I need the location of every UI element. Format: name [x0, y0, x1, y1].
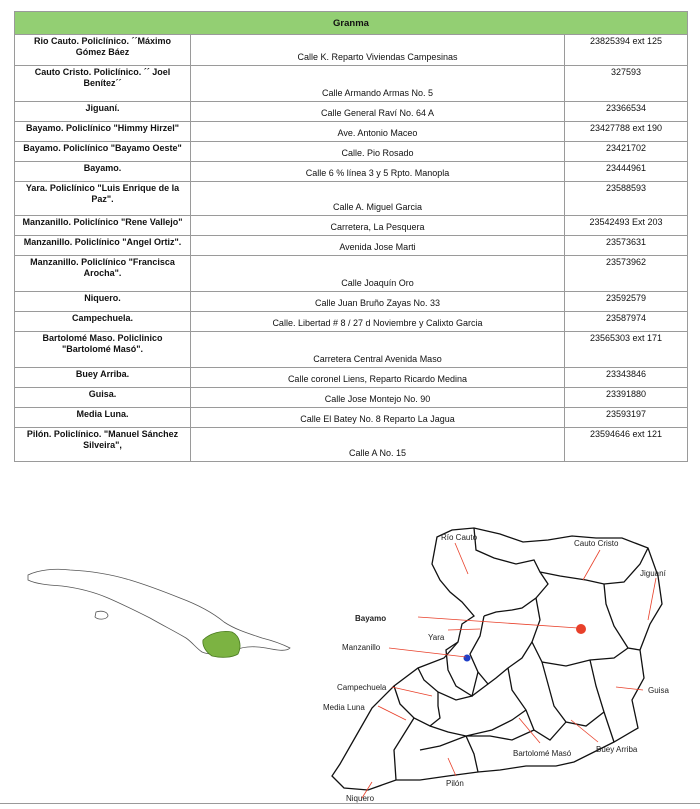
- address-cell: Calle Jose Montejo No. 90: [191, 388, 565, 408]
- leader-jiguani: [648, 578, 656, 620]
- address-cell: Calle. Libertad # 8 / 27 d Noviembre y Calixto Garcia: [191, 312, 565, 332]
- leader-campechuela: [392, 687, 432, 696]
- leader-buey-arriba: [571, 720, 598, 742]
- municipality-cell: Manzanillo. Policlínico "Rene Vallejo": [15, 216, 191, 236]
- municipality-cell: Yara. Policlínico "Luis Enrique de la Paz".: [15, 182, 191, 216]
- label-rio-cauto: Río Cauto: [441, 533, 478, 542]
- leader-manzanillo: [389, 648, 466, 657]
- table-row: [15, 66, 688, 102]
- phone-cell: 23593197: [565, 408, 688, 428]
- cuba-overview-map: [28, 569, 290, 657]
- leader-rio-cauto: [455, 543, 468, 574]
- municipality-cell: Campechuela.: [15, 312, 191, 332]
- label-bartolome-maso: Bartolomé Masó: [513, 749, 572, 758]
- address-cell: Calle A. Miguel Garcia: [191, 182, 565, 216]
- address-cell: Carretera Central Avenida Maso: [191, 332, 565, 368]
- municipality-cell: Bayamo. Policlínico "Himmy Hirzel": [15, 122, 191, 142]
- table-row: [15, 35, 688, 66]
- cuba-island-outline: [28, 569, 290, 654]
- border-buey-arriba: [542, 662, 604, 726]
- phone-cell: 23542493 Ext 203: [565, 216, 688, 236]
- phone-cell: 23391880: [565, 388, 688, 408]
- table-row: [15, 236, 688, 256]
- leader-bartolome-maso: [519, 718, 540, 743]
- phone-cell: 23587974: [565, 312, 688, 332]
- address-cell: Carretera, La Pesquera: [191, 216, 565, 236]
- municipality-cell: Rio Cauto. Policlínico. ´´Máximo Gómez Báez: [15, 35, 191, 66]
- municipality-cell: Pilón. Policlínico. "Manuel Sánchez Silveira",: [15, 428, 191, 462]
- border-bartolome-maso: [508, 668, 566, 740]
- table-row: [15, 408, 688, 428]
- municipality-cell: Bayamo.: [15, 162, 191, 182]
- address-cell: Calle 6 % línea 3 y 5 Rpto. Manopla: [191, 162, 565, 182]
- municipality-cell: Manzanillo. Policlínico "Francisca Arocha".: [15, 256, 191, 292]
- label-yara: Yara: [428, 633, 445, 642]
- table-body: [15, 12, 688, 462]
- border-media-luna: [394, 686, 440, 726]
- border-jiguani: [604, 584, 640, 650]
- municipality-cell: Manzanillo. Policlínico "Angel Ortiz".: [15, 236, 191, 256]
- table-row: [15, 292, 688, 312]
- isla-juventud: [95, 611, 108, 619]
- municipality-cell: Buey Arriba.: [15, 368, 191, 388]
- phone-cell: 23427788 ext 190: [565, 122, 688, 142]
- address-cell: Calle A No. 15: [191, 428, 565, 462]
- maps-figure: [0, 500, 700, 803]
- phone-cell: 327593: [565, 66, 688, 102]
- table-row: [15, 428, 688, 462]
- border-pilon: [420, 710, 534, 772]
- table-row: [15, 368, 688, 388]
- label-bayamo: Bayamo: [355, 614, 387, 623]
- municipality-directory-table: [14, 11, 688, 462]
- label-manzanillo: Manzanillo: [342, 643, 381, 652]
- municipality-cell: Media Luna.: [15, 408, 191, 428]
- label-pilon: Pilón: [446, 779, 464, 788]
- municipality-cell: Niquero.: [15, 292, 191, 312]
- border-yara: [470, 616, 532, 684]
- table-header-row: [15, 12, 688, 35]
- table-row: [15, 142, 688, 162]
- municipality-cell: Bayamo. Policlínico "Bayamo Oeste": [15, 142, 191, 162]
- address-cell: Calle General Raví No. 64 A: [191, 102, 565, 122]
- address-cell: Calle Juan Bruño Zayas No. 33: [191, 292, 565, 312]
- address-cell: Avenida Jose Marti: [191, 236, 565, 256]
- leader-bayamo: [418, 617, 578, 628]
- phone-cell: 23592579: [565, 292, 688, 312]
- address-cell: Calle coronel Liens, Reparto Ricardo Medina: [191, 368, 565, 388]
- phone-cell: 23588593: [565, 182, 688, 216]
- municipality-cell: Cauto Cristo. Policlínico. ´´ Joel Benítez´´: [15, 66, 191, 102]
- phone-cell: 23444961: [565, 162, 688, 182]
- table-row: [15, 162, 688, 182]
- border-cauto-cristo: [540, 548, 648, 584]
- leader-pilon: [448, 758, 456, 776]
- table-row: [15, 388, 688, 408]
- bayamo-marker: [576, 624, 586, 634]
- manzanillo-marker: [464, 655, 471, 662]
- phone-cell: 23573962: [565, 256, 688, 292]
- phone-cell: 23594646 ext 121: [565, 428, 688, 462]
- municipality-cell: Guisa.: [15, 388, 191, 408]
- table-row: [15, 256, 688, 292]
- label-media-luna: Media Luna: [323, 703, 365, 712]
- municipality-cell: Bartolomé Maso. Policlinico "Bartolomé Masó".: [15, 332, 191, 368]
- table-row: [15, 216, 688, 236]
- table-row: [15, 182, 688, 216]
- phone-cell: 23366534: [565, 102, 688, 122]
- label-guisa: Guisa: [648, 686, 669, 695]
- label-cauto-cristo: Cauto Cristo: [574, 539, 619, 548]
- leader-media-luna: [378, 706, 406, 720]
- leader-cauto-cristo: [583, 550, 600, 580]
- province-header: Granma: [15, 12, 688, 35]
- address-cell: Calle K. Reparto Viviendas Campesinas: [191, 35, 565, 66]
- page-bottom-rule: [0, 803, 700, 804]
- municipality-cell: Jiguaní.: [15, 102, 191, 122]
- border-niquero: [394, 718, 414, 780]
- label-buey-arriba: Buey Arriba: [596, 745, 638, 754]
- label-niquero: Niquero: [346, 794, 375, 803]
- address-cell: Calle El Batey No. 8 Reparto La Jagua: [191, 408, 565, 428]
- border-guisa: [590, 660, 614, 742]
- address-cell: Ave. Antonio Maceo: [191, 122, 565, 142]
- phone-cell: 23565303 ext 171: [565, 332, 688, 368]
- address-cell: Calle Armando Armas No. 5: [191, 66, 565, 102]
- label-campechuela: Campechuela: [337, 683, 387, 692]
- table-row: [15, 102, 688, 122]
- table-row: [15, 122, 688, 142]
- table-row: [15, 332, 688, 368]
- phone-cell: 23825394 ext 125: [565, 35, 688, 66]
- phone-cell: 23343846: [565, 368, 688, 388]
- address-cell: Calle Joaquín Oro: [191, 256, 565, 292]
- address-cell: Calle. Pio Rosado: [191, 142, 565, 162]
- phone-cell: 23421702: [565, 142, 688, 162]
- table-row: [15, 312, 688, 332]
- label-jiguani: Jiguaní: [640, 569, 666, 578]
- leader-yara: [448, 629, 480, 630]
- phone-cell: 23573631: [565, 236, 688, 256]
